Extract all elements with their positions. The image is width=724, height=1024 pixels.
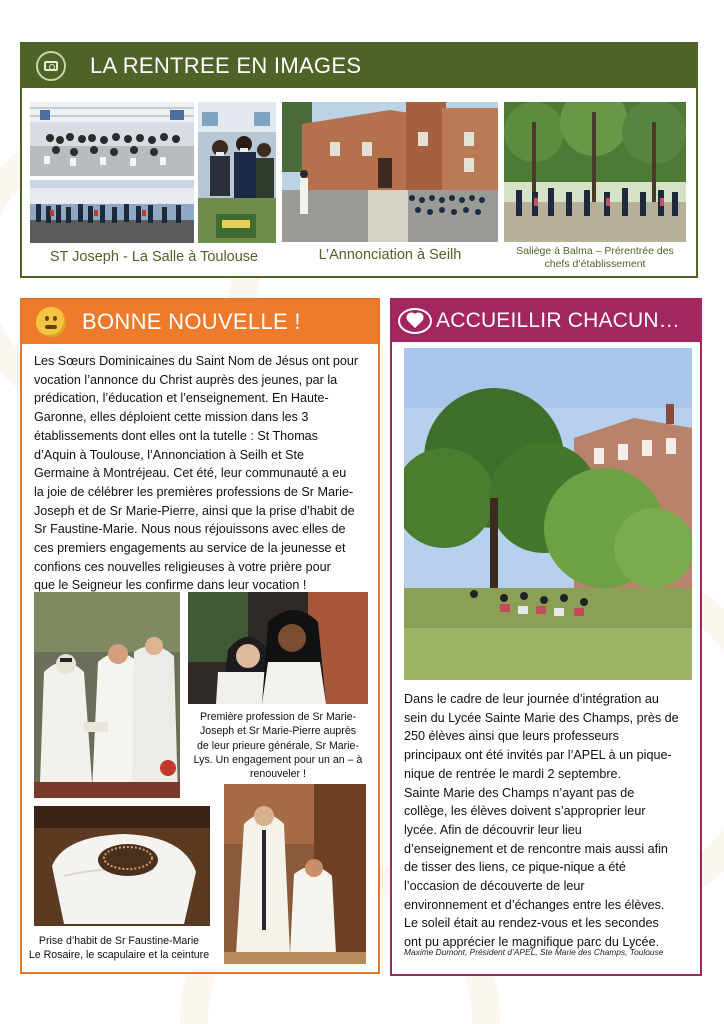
news-paragraph	[34, 352, 372, 595]
text-line: Sr Faustine-Marie. Nous nous réjouissons avec elles de	[34, 522, 346, 537]
section-title: LA RENTREE EN IMAGES	[90, 53, 362, 78]
text-line: confions ces nouvelles religieuses à votre prière pour	[34, 559, 331, 574]
text-line: 250 élèves ainsi que leurs professeurs	[404, 729, 619, 744]
profession-ceremony-photo	[34, 592, 180, 798]
text-line: Dans le cadre de leur journée d’intégration au	[404, 692, 659, 706]
section-title: BONNE NOUVELLE !	[82, 309, 301, 334]
text-line: établissements dont elles ont la tutelle : St Thomas	[34, 428, 318, 443]
welcome-paragraph	[404, 690, 696, 952]
text-line: de tisser des liens, ce pique-nique a été	[404, 860, 626, 875]
section-accueillir-chacun	[390, 298, 702, 976]
caption-line: Le Rosaire, le scapulaire et la ceinture	[28, 949, 210, 962]
text-line: l’occasion de découverte de leur	[404, 879, 585, 894]
lycee-park-picnic-photo	[404, 348, 692, 680]
text-line: principaux ont été invités par l’APEL à un pique-	[404, 748, 672, 763]
caption-annonciation: L’Annonciation à Seilh	[318, 247, 462, 263]
habit-ceremony-photo	[224, 784, 366, 964]
section-header	[392, 300, 700, 342]
text-line: ces premiers engagements au service de la jeunesse et	[34, 541, 346, 556]
caption-line: Prise d’habit de Sr Faustine-Marie	[38, 935, 200, 947]
caption-line: renouveler !	[250, 768, 306, 781]
text-line: que le Seigneur les confirme dans leur vocation !	[34, 578, 307, 593]
caption-line: Joseph et Sr Marie-Pierre auprès	[199, 725, 357, 738]
caption-saliege-line2: chefs d’établissement	[544, 258, 646, 270]
text-line: Garonne, elles déploient cette mission dans les 3	[34, 410, 309, 425]
saliege-park-photo	[504, 102, 686, 242]
two-sisters-photo	[188, 592, 368, 704]
text-line: Joseph et de Sr Marie-Pierre, ainsi que la prise d’habit de	[34, 503, 355, 518]
section-bonne-nouvelle	[20, 298, 380, 974]
handshake-heart-icon	[398, 308, 432, 334]
caption-saliege-line1: Saliège à Balma – Prérentrée des	[516, 245, 674, 257]
courtyard-students-photo	[30, 180, 194, 243]
text-line: d’enseignement et de rencontre mais aussi afin	[404, 841, 668, 856]
text-line: nique de rentrée le mardi 2 septembre.	[404, 766, 622, 781]
text-line: environnement et d’échanges entre les élèves.	[404, 897, 665, 912]
caption-profession	[188, 710, 368, 781]
text-line: Le soleil était au rendez-vous et les secondes	[404, 916, 659, 931]
text-line: ont pu apprécier le magnifique parc du Lycée.	[404, 935, 660, 950]
section-header	[22, 44, 696, 88]
smiley-icon	[36, 307, 66, 337]
text-line: sein du Lycée Sainte Marie des Champs, près de	[404, 710, 679, 725]
gymnasium-assembly-photo	[30, 102, 194, 176]
rosary-scapular-photo	[34, 806, 210, 926]
text-line: lycée. Afin de découvrir leur lieu	[404, 822, 582, 837]
caption-line: Première profession de Sr Marie-	[199, 711, 357, 723]
caption-line: Lys. Un engagement pour un an – à	[193, 753, 363, 766]
text-line: collège, les élèves doivent s’approprier leur	[404, 804, 646, 819]
camera-icon	[36, 51, 66, 81]
caption-st-joseph: ST Joseph - La Salle à Toulouse	[49, 249, 259, 265]
section-rentree-images	[20, 42, 698, 278]
text-line: la joie de célébrer les premières professions de Sr Marie-	[34, 484, 354, 499]
annonciation-brick-building-photo	[282, 102, 498, 242]
text-line: vocation l’annonce du Christ auprès des jeunes, par la	[34, 372, 338, 387]
text-line: d’Aquin à Toulouse, l’Annonciation à Seilh et Ste	[34, 447, 305, 462]
caption-line: de leur prieure générale, Sr Marie-	[197, 739, 359, 752]
caption-habit	[22, 934, 216, 963]
section-header	[22, 300, 378, 344]
text-line: Les Sœurs Dominicaines du Saint Nom de Jésus ont pour	[34, 354, 359, 368]
section-title: ACCUEILLIR CHACUN…	[436, 309, 680, 332]
signature: Maxime Dumont, Président d’APEL, Ste Marie des Champs, Toulouse	[404, 947, 664, 957]
students-masks-photo	[198, 102, 276, 243]
text-line: prédication, l’éducation et l’enseignement. En Haute-	[34, 391, 329, 406]
text-line: Sainte Marie des Champs n’ayant pas de	[404, 785, 635, 800]
text-line: Germaine à Montréjeau. Cet été, leur communauté a eu	[34, 466, 347, 481]
